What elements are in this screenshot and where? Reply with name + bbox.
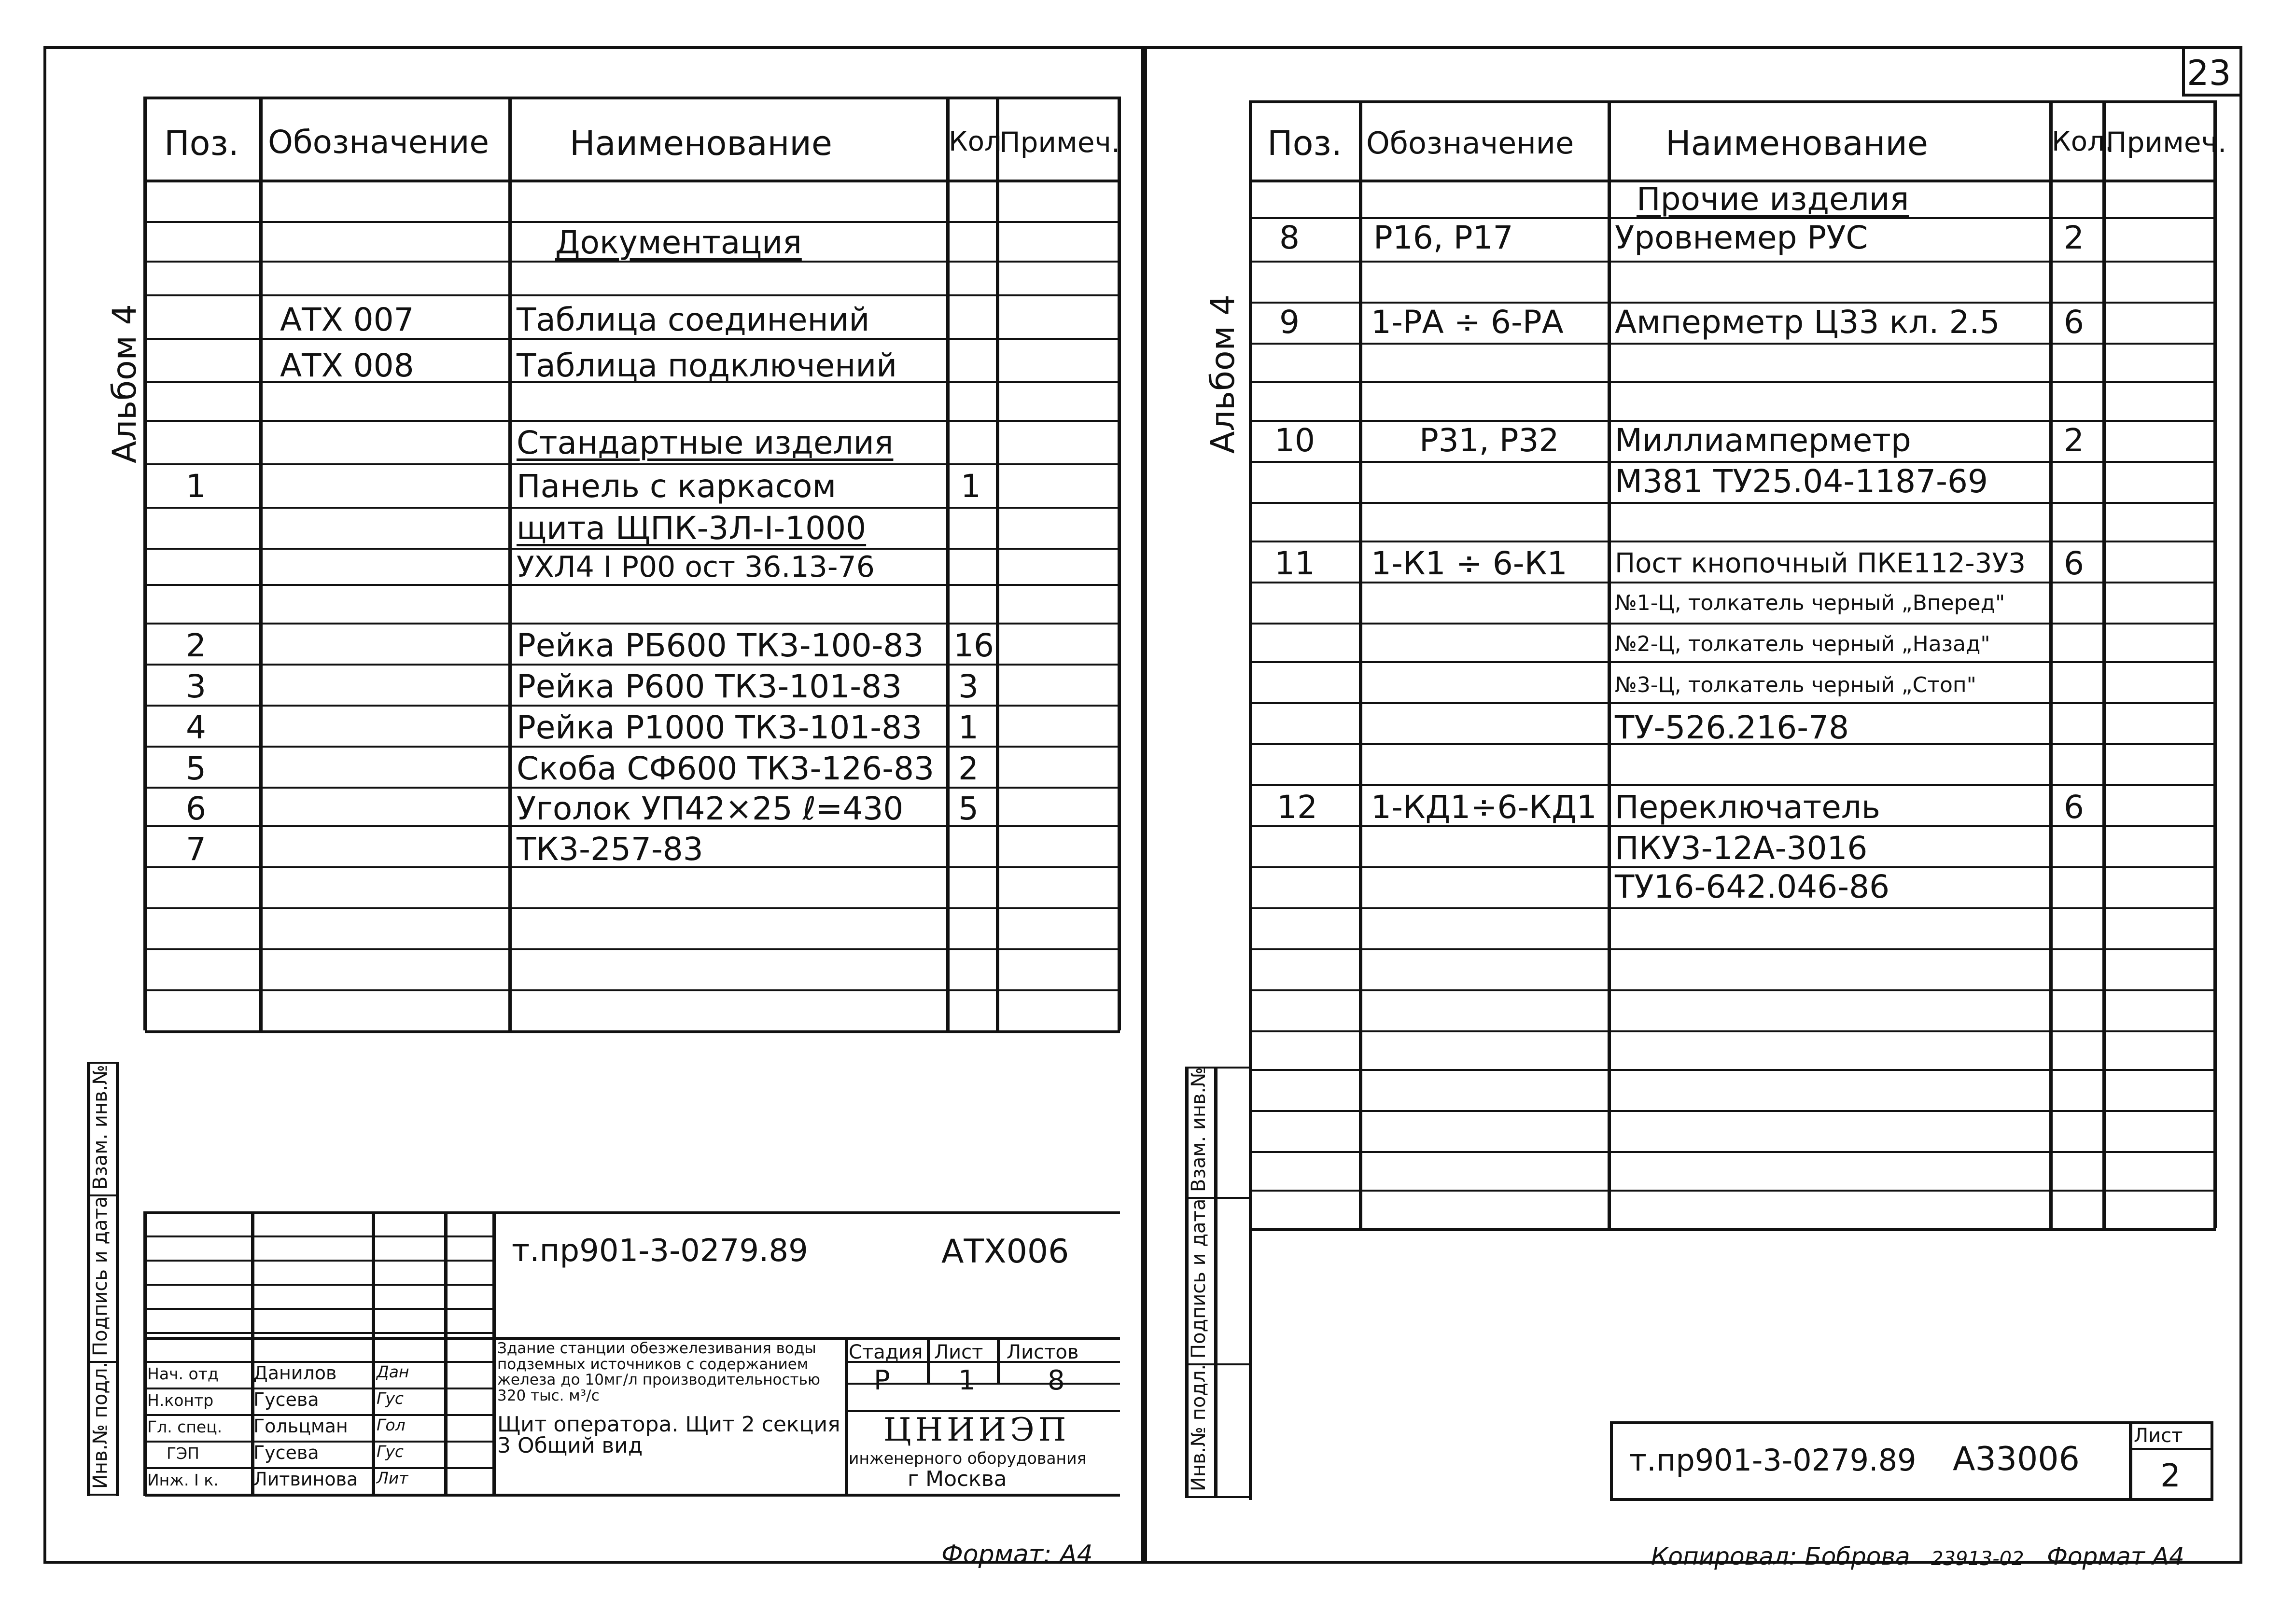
row-qty: 16 (953, 627, 994, 664)
row-name: Рейка Р1000 ТК3-101-83 (517, 709, 923, 746)
row-name: Рейка РБ600 ТК3-100-83 (517, 627, 924, 664)
header-name: Наименование (570, 124, 832, 163)
row-qty: 2 (2064, 219, 2084, 256)
sheet-value: 2 (2160, 1457, 2181, 1494)
left-album-label: Альбом 4 (106, 304, 144, 463)
stamp-inv-number: Инв.№ подл. (89, 1361, 112, 1489)
row-qty: 2 (2064, 422, 2084, 459)
stamp-swap-inv: Взам. инв.№ (1188, 1067, 1210, 1192)
row-name: Таблица подключений (517, 347, 897, 384)
signer-name: Гусева (253, 1389, 319, 1410)
header-qty: Кол. (2052, 126, 2113, 157)
header-qty: Кол (949, 126, 1002, 157)
row-name-continued: ТУ16-642.046-86 (1615, 868, 1890, 905)
row-name-continued: щита ЩПК-3Л-I-1000 (517, 510, 867, 547)
signer-role: ГЭП (167, 1444, 199, 1463)
row-pos: 1 (186, 468, 206, 505)
row-designation: 1-РА ÷ 6-РА (1371, 304, 1564, 341)
doc-code: т.пр901-3-0279.89 (512, 1233, 808, 1269)
signer-name: Литвинова (253, 1469, 358, 1490)
stamp-sign-date: Подпись и дата (89, 1196, 112, 1356)
row-name-continued: №3-Ц, толкатель черный „Стоп" (1615, 673, 1976, 697)
sheet-code: А33006 (1953, 1440, 2080, 1478)
sheet-label: Лист (934, 1341, 983, 1363)
object-description: Здание станции обезжелезивания воды подземных источников с содержанием железа до 10мг/л производительностью 320 тыс. м³/с (497, 1340, 820, 1404)
row-name: ТК3-257-83 (517, 831, 703, 868)
section-standard-items: Стандартные изделия (517, 424, 894, 461)
row-qty: 1 (961, 468, 981, 505)
row-name: Рейка Р600 ТК3-101-83 (517, 668, 902, 705)
row-name-continued: М381 ТУ25.04-1187-69 (1615, 463, 1988, 500)
signer-role: Инж. I к. (147, 1471, 219, 1489)
copied-by: Копировал: Боброва (1651, 1542, 1910, 1570)
row-designation: АТХ 007 (280, 301, 414, 338)
row-pos: 9 (1279, 304, 1300, 341)
header-note: Примеч. (2106, 126, 2227, 159)
sheets-label: Листов (1007, 1341, 1079, 1363)
signer-name: Данилов (253, 1362, 337, 1384)
stamp-swap-inv: Взам. инв.№ (89, 1065, 112, 1190)
signer-signature: Гус (377, 1442, 404, 1461)
row-name-continued: ТУ-526.216-78 (1615, 709, 1849, 746)
sheet-code: АТХ006 (941, 1233, 1069, 1271)
stage-value: Р (874, 1365, 890, 1396)
row-pos: 7 (186, 831, 206, 868)
signer-signature: Дан (377, 1362, 409, 1381)
header-designation: Обозначение (268, 124, 489, 161)
row-name: Скоба СФ600 ТК3-126-83 (517, 750, 935, 787)
row-designation: Р31, Р32 (1419, 422, 1559, 459)
drawing-title: Щит оператора. Щит 2 секция 3 Общий вид (497, 1412, 840, 1458)
row-qty: 6 (2064, 545, 2084, 582)
sheet-value: 1 (958, 1365, 976, 1396)
section-other-items: Прочие изделия (1637, 180, 1909, 218)
signer-signature: Гол (377, 1416, 406, 1434)
row-designation: 1-КД1÷6-КД1 (1371, 789, 1597, 826)
header-designation: Обозначение (1366, 125, 1574, 161)
row-pos: 4 (186, 709, 206, 746)
org-name: ЦНИИЭП (883, 1411, 1070, 1448)
row-pos: 10 (1274, 422, 1315, 459)
row-designation: 1-К1 ÷ 6-К1 (1371, 545, 1567, 582)
row-designation: Р16, Р17 (1373, 219, 1513, 256)
row-pos: 11 (1274, 545, 1315, 582)
row-name-continued: УХЛ4 I Р00 ост 36.13-76 (517, 550, 875, 584)
row-qty: 6 (2064, 789, 2084, 826)
right-album-label: Альбом 4 (1204, 294, 1242, 454)
row-name: Переключатель (1615, 789, 1880, 826)
row-pos: 12 (1277, 789, 1317, 826)
row-name: Пост кнопочный ПКЕ112-3У3 (1615, 548, 2026, 579)
signer-signature: Лит (377, 1469, 408, 1487)
row-name-continued: №1-Ц, толкатель черный „Вперед" (1615, 591, 2005, 615)
right-format-label: Формат А4 (2047, 1542, 2184, 1570)
header-name: Наименование (1665, 124, 1928, 163)
signer-name: Гусева (253, 1442, 319, 1463)
stamp-sign-date: Подпись и дата (1188, 1198, 1210, 1359)
sheets-value: 8 (1048, 1365, 1065, 1396)
signer-signature: Гус (377, 1389, 404, 1408)
row-pos: 2 (186, 627, 206, 664)
sheet-label: Лист (2134, 1425, 2183, 1447)
signer-role: Н.контр (147, 1391, 214, 1410)
row-pos: 8 (1279, 219, 1300, 256)
row-pos: 6 (186, 790, 206, 827)
sheet-number: 23 (2187, 53, 2231, 93)
signer-role: Нач. отд (147, 1364, 219, 1383)
row-qty: 2 (958, 750, 979, 787)
row-name: Миллиамперметр (1615, 422, 1911, 459)
row-name: Амперметр Ц33 кл. 2.5 (1615, 304, 2000, 341)
row-name-continued: ПКУ3-12А-3016 (1615, 830, 1868, 867)
stage-label: Стадия (849, 1341, 923, 1363)
header-note: Примеч. (999, 126, 1120, 159)
signer-name: Гольцман (253, 1416, 348, 1437)
stamp-inv-number: Инв.№ подл. (1188, 1364, 1210, 1491)
header-pos: Поз. (1267, 124, 1342, 163)
row-qty: 5 (958, 790, 979, 827)
row-qty: 6 (2064, 304, 2084, 341)
signer-role: Гл. спец. (147, 1417, 223, 1436)
row-designation: АТХ 008 (280, 347, 414, 384)
org-line3: г Москва (908, 1467, 1007, 1491)
row-qty: 1 (958, 709, 979, 746)
left-format-label: Формат: А4 (941, 1540, 1093, 1569)
row-name: Уровнемер РУС (1615, 219, 1868, 256)
section-documentation: Документация (555, 224, 802, 261)
row-name: Уголок УП42×25 ℓ=430 (517, 790, 904, 827)
copy-code: 23913-02 (1931, 1548, 2024, 1570)
row-pos: 5 (186, 750, 206, 787)
row-name: Панель с каркасом (517, 468, 837, 505)
row-name: Таблица соединений (517, 301, 870, 338)
header-pos: Поз. (164, 124, 239, 163)
row-pos: 3 (186, 668, 206, 705)
row-qty: 3 (958, 668, 979, 705)
org-line2: инженерного оборудования (849, 1449, 1087, 1468)
row-name-continued: №2-Ц, толкатель черный „Назад" (1615, 632, 1990, 656)
doc-code: т.пр901-3-0279.89 (1629, 1443, 1917, 1478)
